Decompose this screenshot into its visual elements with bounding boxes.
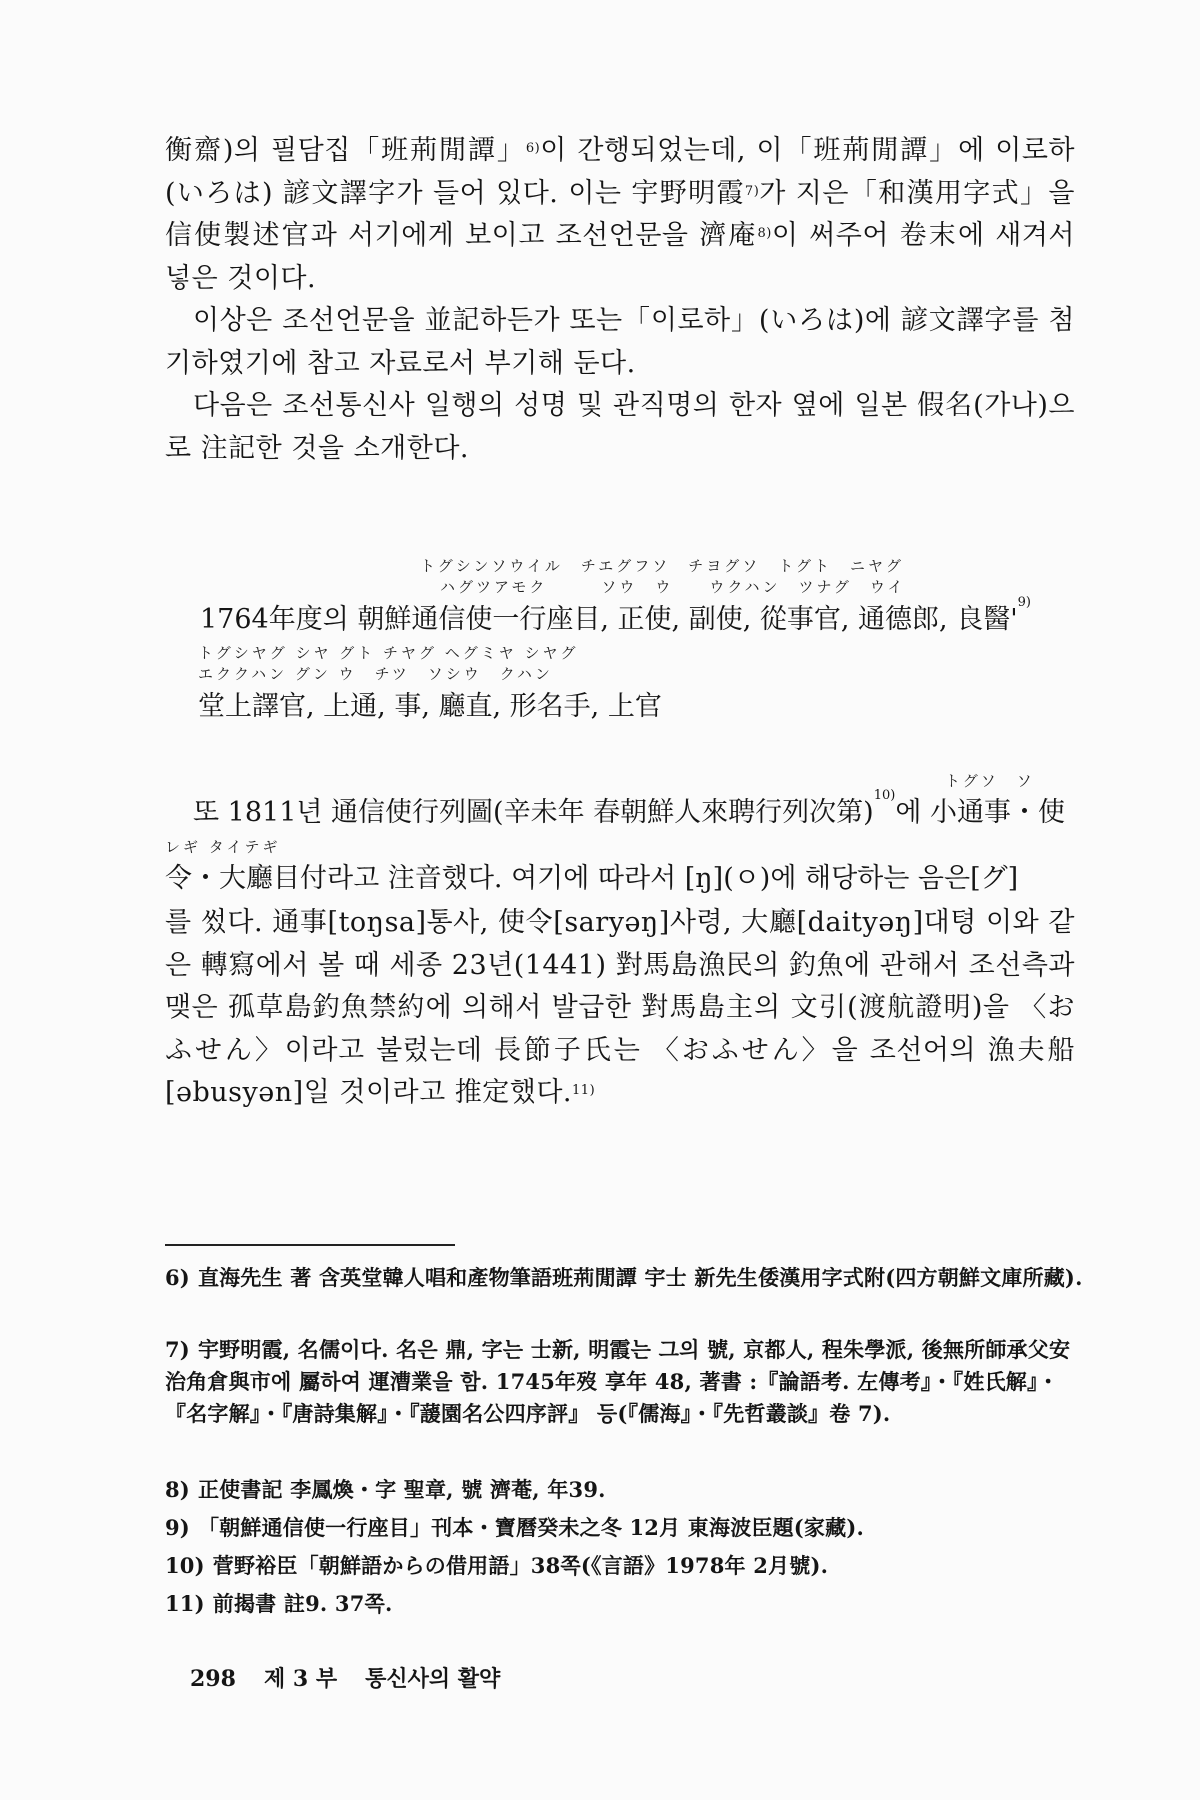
footnote-11-number: 11): [165, 1591, 205, 1616]
footnote-7-text: 宇野明霞, 名儒이다. 名은 鼎, 字는 士新, 明霞는 그의 號, 京都人, 程朱學派, 後無所師承父安治角倉與市에 屬하여 運漕業을 함. 1745年歿 享年 48, 著書 :『論語考. 左傳考』・『姓氏解』・『名字解』・『唐詩集解』・『蘐園名公四序評』 등(『儒海』・『先哲叢談』卷 7).: [165, 1337, 1071, 1426]
ruby-main-line-3: [193, 790, 1065, 829]
footnote-ref-8: 8): [757, 226, 772, 241]
paragraph-3: 다음은 조선통신사 일행의 성명 및 관직명의 한자 옆에 일본 假名(가나)으로 注記한 것을 소개한다.: [165, 390, 1075, 464]
footnote-10-number: 10): [165, 1553, 205, 1578]
footnote-8-number: 8): [165, 1477, 190, 1502]
footnote-11-text: 前揭書 註9. 37쪽.: [212, 1591, 393, 1616]
footnote-9: [165, 1512, 1085, 1544]
paragraph-2: 이상은 조선언문을 並記하든가 또는「이로하」(いろは)에 諺文譯字를 첨기하였기에 참고 자료로서 부기해 둔다.: [165, 305, 1075, 379]
kana-annotation-reigi: レギ タイテギ: [165, 838, 281, 856]
paragraph-1: [165, 130, 1075, 300]
footnote-10: [165, 1550, 1085, 1582]
paragraph-1-text-b: 이 간행되었는데, 이「班荊閒譚」에 이로하(いろは) 諺文譯字가 들어 있다. 이는 宇野明霞: [165, 135, 1075, 209]
paragraph-1-text-a: 衡齋)의 필담집「班荊閒譚」: [165, 135, 526, 166]
footnote-11: [165, 1588, 1085, 1620]
footnote-divider: [165, 1244, 455, 1246]
footnote-8: [165, 1474, 1085, 1506]
footnote-6-number: 6): [165, 1265, 190, 1290]
paragraph-1-text-c: 가 지은「和漢用字式」을 信使製述官과 서기에게 보이고 조선언문을 濟庵: [165, 177, 1075, 251]
ruby-main-line-2: 堂上譯官, 上通, 事, 廳直, 形名手, 上官: [198, 691, 662, 722]
footnote-ref-6: 6): [525, 141, 541, 156]
section-title: 통신사의 활약: [365, 1666, 501, 1692]
page-footer: [190, 1662, 528, 1693]
footnote-6: [165, 1262, 1085, 1294]
footnote-9-text: 「朝鮮通信使一行座目」刊本・寶曆癸未之冬 12月 東海波臣題(家藏).: [197, 1515, 864, 1540]
footnote-7: [165, 1334, 1085, 1430]
footnote-7-number: 7): [165, 1337, 190, 1362]
kana-annotation-tongsa: トグソ ソ: [945, 772, 1035, 790]
page-number: 298: [190, 1666, 236, 1692]
paragraph-4-text: 를 썼다. 通事[toŋsa]통사, 使令[saryəŋ]사령, 大廳[daityəŋ]대텽 이와 같은 轉寫에서 볼 때 세종 23년(1441) 對馬島漁民의 釣魚에 관해서 조선측과 맺은 孤草島釣魚禁約에 의해서 발급한 對馬島主의 文引(渡航證明)을 〈おふせん〉이라고 불렀는데 長節子氏는 〈おふせん〉을 조선어의 漁夫船[əbusyən]일 것이라고 推定했다.: [165, 907, 1075, 1108]
footnote-6-text: 直海先生 著 含英堂韓人唱和產物筆語班荊閒譚 宇士 新先生倭漢用字式附(四方朝鮮文庫所藏).: [197, 1265, 1083, 1290]
ruby-main-line-3-text-b: 에 小通事・使: [895, 797, 1065, 828]
kana-annotation-top: トグシンソウイル チエグフソ チヨグソ トグト ニヤグ: [420, 557, 904, 575]
paragraph-1-text-d: 이 써주어 卷末에 새겨서 넣은 것이다.: [165, 220, 1075, 294]
footnote-9-number: 9): [165, 1515, 190, 1540]
footnote-ref-10: 10): [873, 788, 896, 803]
ruby-main-line-4: 令・大廳目付라고 注音했다. 여기에 따라서 [ŋ](ㅇ)에 해당하는 음은[グ]: [165, 863, 1019, 894]
footnote-10-text: 菅野裕臣「朝鮮語からの借用語」38쪽(《言語》1978年 2月號).: [212, 1553, 829, 1578]
paragraph-4: [165, 902, 1075, 1115]
footnote-8-text: 正使書記 李鳳煥・字 聖章, 號 濟菴, 年39.: [197, 1477, 606, 1502]
footnote-ref-9: 9): [1017, 595, 1031, 610]
kana-annotation-bottom: ハグツアモク ソウ ウ ウクハン ツナグ ウイ: [440, 578, 906, 596]
kana-annotation-bottom-2: エククハン グン ウ チツ ソシウ クハン: [198, 665, 553, 683]
footnote-ref-7: 7): [744, 183, 760, 199]
kana-annotation-top-2: トグシヤグ シヤ グト チヤグ ヘグミヤ シヤグ: [198, 644, 579, 662]
part-label: 제 3 부: [263, 1666, 338, 1692]
ruby-main-line-1: [200, 597, 1031, 636]
ruby-main-line-3-text-a: 또 1811년 通信使行列圖(辛未年 春朝鮮人來聘行列次第): [193, 797, 874, 828]
footnote-ref-11: 11): [572, 1083, 596, 1098]
ruby-main-line-1-text: 1764年度의 朝鮮通信使一行座目, 正使, 副使, 從事官, 通德郎, 良醫': [200, 604, 1018, 635]
